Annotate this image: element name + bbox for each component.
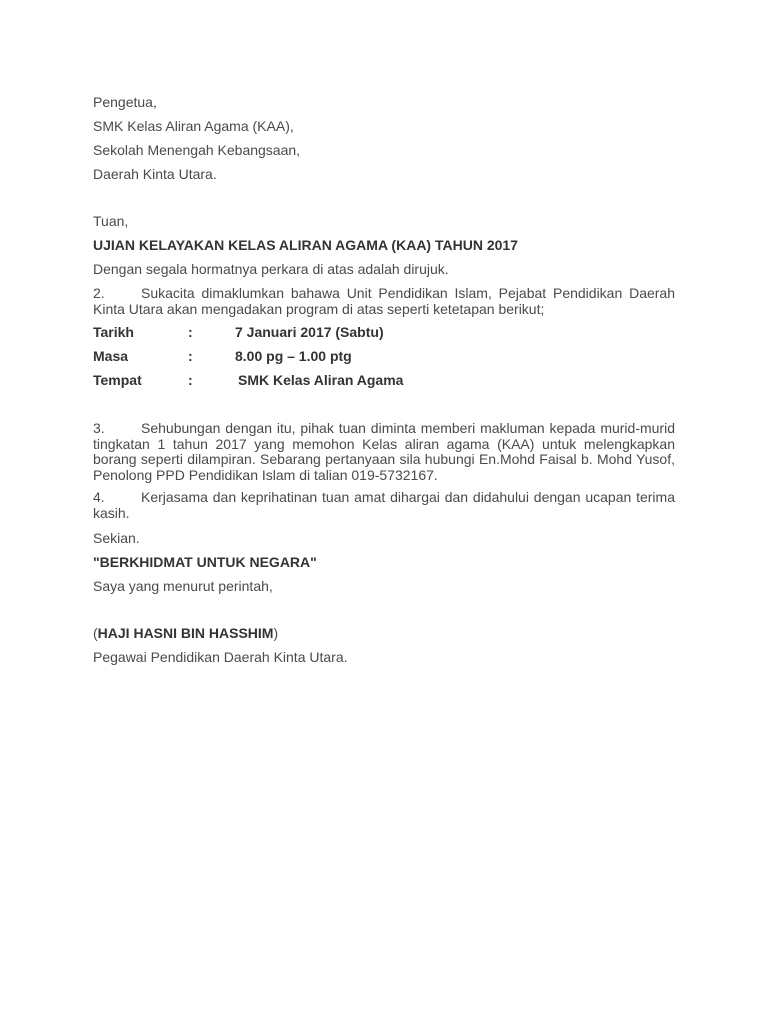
address-line-2: SMK Kelas Aliran Agama (KAA), <box>93 118 294 134</box>
letter-page <box>93 94 675 665</box>
detail-value-date: 7 Januari 2017 (Sabtu) <box>235 324 384 340</box>
detail-label-date: Tarikh <box>93 324 134 340</box>
detail-colon-time: : <box>188 348 193 364</box>
signature-open-paren: ( <box>93 625 98 641</box>
detail-label-time: Masa <box>93 348 129 364</box>
address-line-3: Sekolah Menengah Kebangsaan, <box>93 142 301 158</box>
detail-value-time: 8.00 pg – 1.00 ptg <box>235 348 352 364</box>
detail-row-venue <box>93 372 675 388</box>
paragraph-2 <box>93 286 675 317</box>
detail-colon-venue: : <box>188 372 193 388</box>
signature-block <box>93 625 675 641</box>
address-line-4: Daerah Kinta Utara. <box>93 166 217 182</box>
subject-heading: UJIAN KELAYAKAN KELAS ALIRAN AGAMA (KAA) TAHUN 2017 <box>93 237 518 253</box>
order-line: Saya yang menurut perintah, <box>93 578 273 594</box>
motto: "BERKHIDMAT UNTUK NEGARA" <box>93 554 317 570</box>
address-line-1: Pengetua, <box>93 94 157 110</box>
detail-value-venue: SMK Kelas Aliran Agama <box>238 372 404 388</box>
paragraph-4-number: 4. <box>93 489 105 505</box>
salutation: Tuan, <box>93 213 129 229</box>
detail-label-venue: Tempat <box>93 372 142 388</box>
paragraph-3-number: 3. <box>93 420 105 436</box>
paragraph-2-number: 2. <box>93 285 105 301</box>
signatory-name: HAJI HASNI BIN HASSHIM <box>97 625 274 641</box>
signature-close-paren: ) <box>273 625 279 641</box>
detail-row-date <box>93 324 675 340</box>
detail-colon-date: : <box>188 324 193 340</box>
opening-sentence: Dengan segala hormatnya perkara di atas adalah dirujuk. <box>93 261 449 277</box>
paragraph-3-text: Sehubungan dengan itu, pihak tuan diminta memberi makluman kepada murid-murid tingkatan 1 tahun 2017 yang memohon Kelas aliran agama (KAA) untuk melengkapkan borang seperti dilampiran. Sebarang pertanyaan sila hubungi En.Mohd Faisal b. Mohd Yusof, Penolong PPD Pendidikan Islam di talian 019-5732167. <box>93 420 675 483</box>
signatory-title: Pegawai Pendidikan Daerah Kinta Utara. <box>93 649 348 665</box>
paragraph-3 <box>93 421 675 483</box>
paragraph-2-text: Sukacita dimaklumkan bahawa Unit Pendidikan Islam, Pejabat Pendidikan Daerah Kinta Utara akan mengadakan program di atas seperti ketetapan berikut; <box>93 285 675 317</box>
paragraph-4 <box>93 490 675 521</box>
paragraph-4-text: Kerjasama dan keprihatinan tuan amat dihargai dan didahului dengan ucapan terima kasih. <box>93 489 675 521</box>
detail-row-time <box>93 348 675 364</box>
closing-word: Sekian. <box>93 530 140 546</box>
